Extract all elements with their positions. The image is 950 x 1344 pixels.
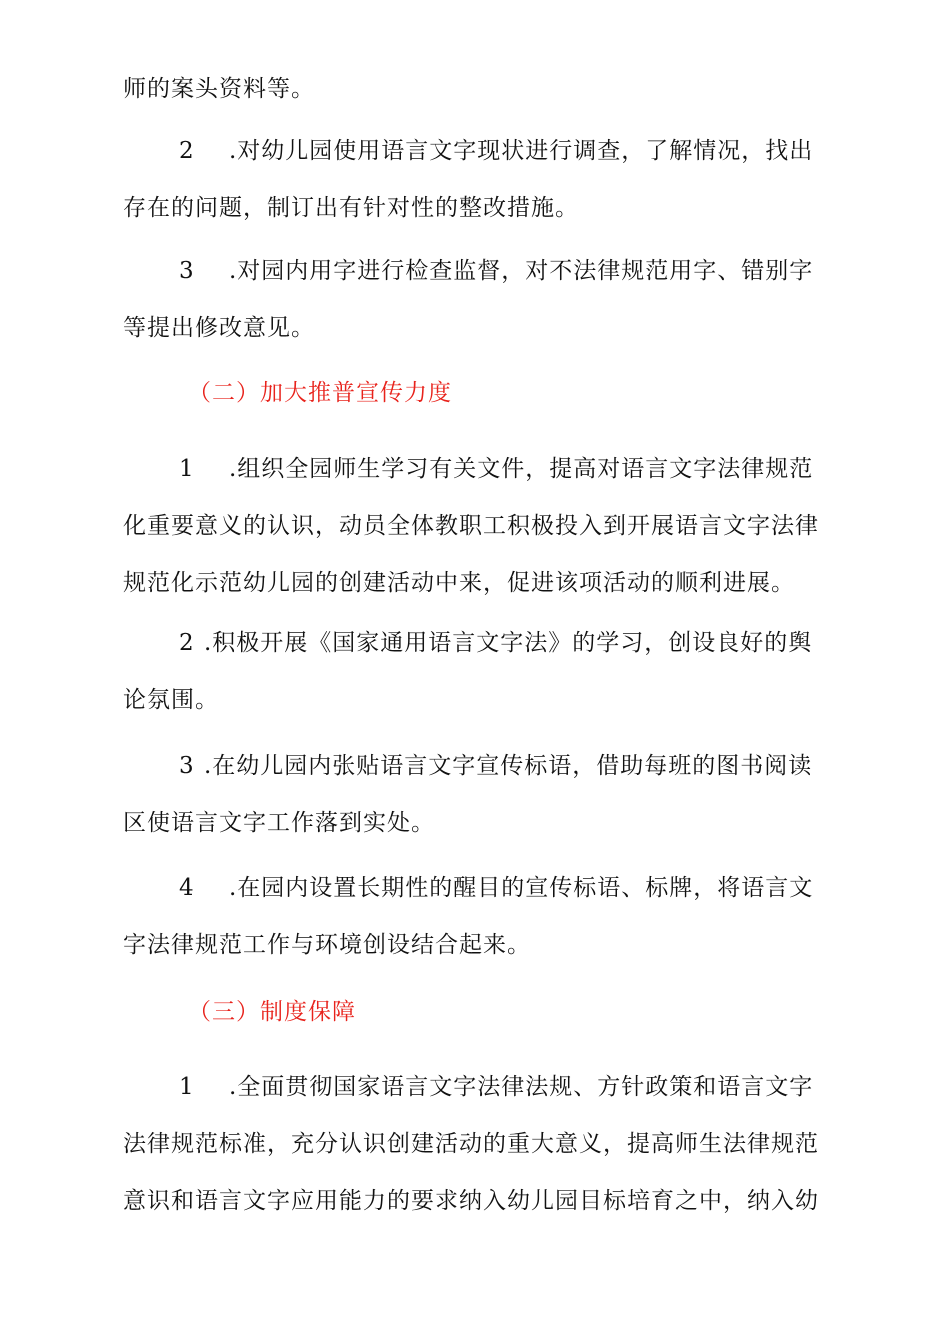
text-line: .组织全园师生学习有关文件，提高对语言文字法律规范	[229, 456, 814, 482]
paragraph-item-1	[123, 441, 823, 612]
first-line	[123, 738, 823, 795]
first-line	[123, 1059, 823, 1116]
paragraph-item-1c	[123, 1059, 823, 1230]
first-line	[123, 123, 823, 180]
paragraph-item-2	[123, 123, 823, 237]
item-number: 3	[179, 258, 195, 284]
text-line: 意识和语言文字应用能力的要求纳入幼儿园目标培育之中，纳入幼	[123, 1188, 819, 1214]
item-number: 2	[179, 138, 195, 164]
item-number: 1	[179, 456, 195, 482]
item-number: 3	[179, 753, 195, 779]
first-line	[123, 441, 823, 498]
text-line: .全面贯彻国家语言文字法律法规、方针政策和语言文字	[229, 1074, 814, 1100]
text-line: 论氛围。	[123, 687, 219, 713]
text-line: 字法律规范工作与环境创设结合起来。	[123, 932, 531, 958]
text-line: .对幼儿园使用语言文字现状进行调查，了解情况，找出	[229, 138, 814, 164]
paragraph-continuation	[123, 61, 823, 118]
text-line: 区使语言文字工作落到实处。	[123, 810, 435, 836]
paragraph-item-4	[123, 860, 823, 974]
paragraph-item-2b	[123, 615, 823, 729]
item-number: 1	[179, 1074, 195, 1100]
text-line: 化重要意义的认识，动员全体教职工积极投入到开展语言文字法律	[123, 513, 819, 539]
item-number: 2	[179, 630, 195, 656]
text-line: .积极开展《国家通用语言文字法》的学习，创设良好的舆	[204, 630, 813, 656]
text-line: 法律规范标准，充分认识创建活动的重大意义，提高师生法律规范	[123, 1131, 819, 1157]
text-line: 师的案头资料等。	[123, 76, 315, 102]
paragraph-item-3	[123, 243, 823, 357]
text-line: 存在的问题，制订出有针对性的整改措施。	[123, 195, 579, 221]
text-line: .在幼儿园内张贴语言文字宣传标语，借助每班的图书阅读	[204, 753, 813, 779]
text-line: 规范化示范幼儿园的创建活动中来，促进该项活动的顺利进展。	[123, 570, 795, 596]
section-heading-2: （二）加大推普宣传力度	[188, 380, 452, 406]
first-line	[123, 243, 823, 300]
section-heading-3: （三）制度保障	[188, 999, 356, 1025]
text-line: .在园内设置长期性的醒目的宣传标语、标牌，将语言文	[229, 875, 814, 901]
paragraph-item-3b	[123, 738, 823, 852]
item-number: 4	[179, 875, 195, 901]
first-line	[123, 860, 823, 917]
text-line: .对园内用字进行检查监督，对不法律规范用字、错别字	[229, 258, 814, 284]
first-line	[123, 615, 823, 672]
text-line: 等提出修改意见。	[123, 315, 315, 341]
